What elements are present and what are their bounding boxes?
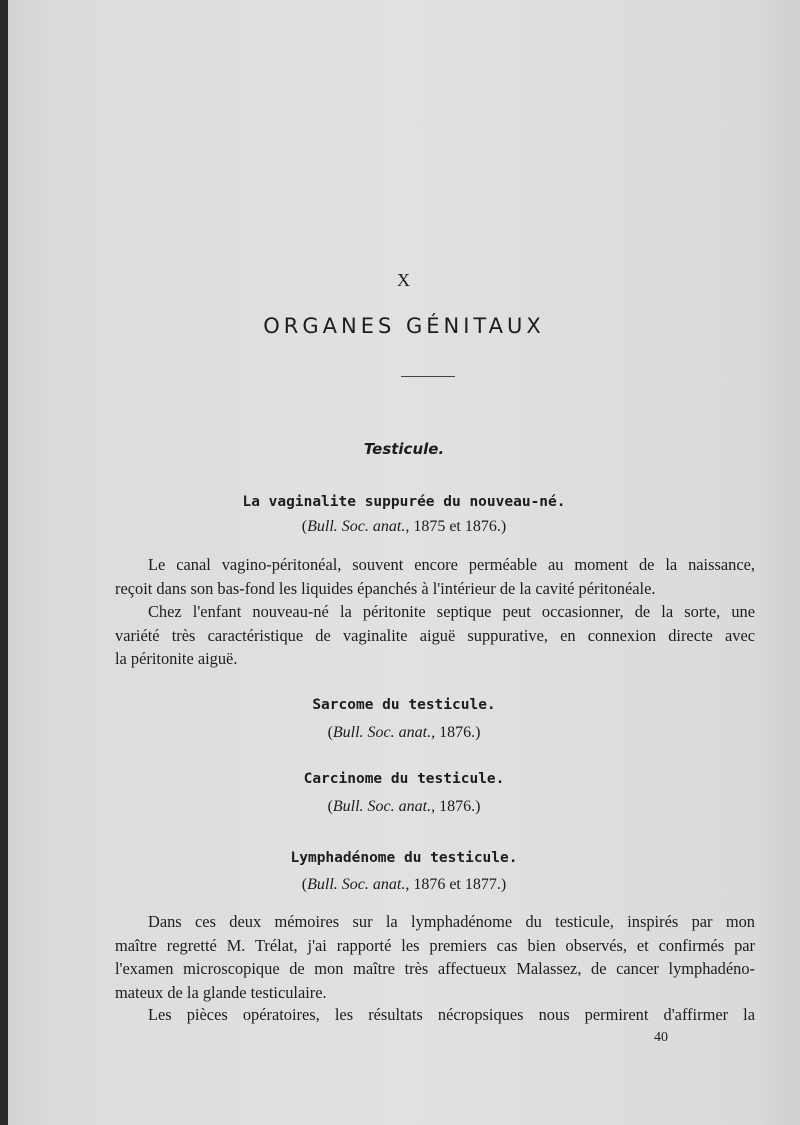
text-line: Chez l'enfant nouveau-né la péritonite septique peut occasionner, de la sorte, une <box>148 602 755 621</box>
text-line: mateux de la glande testiculaire. <box>115 982 327 1002</box>
entry-title-lymphadenome: Lymphadénome du testicule. <box>290 850 518 866</box>
entry-title-carcinome: Carcinome du testicule. <box>303 771 505 787</box>
paragraph-vaginalite-2 <box>115 600 755 671</box>
page-number: 40 <box>654 1030 668 1045</box>
document-page <box>8 0 800 1125</box>
chapter-number: X <box>397 270 411 290</box>
text-line: reçoit dans son bas-fond les liquides épanchés à l'intérieur de la cavité péritonéale. <box>115 578 656 598</box>
entry-reference-sarcome: (Bull. Soc. anat., 1876.) <box>327 724 481 741</box>
reference-journal: Bull. Soc. anat. <box>307 876 406 893</box>
paragraph-lymphadenome-1 <box>115 910 755 1004</box>
text-line: variété très caractéristique de vaginalite aiguë suppurative, en connexion directe avec <box>115 625 755 645</box>
reference-years: , 1876 et 1877. <box>405 876 501 893</box>
text-line: la péritonite aiguë. <box>115 649 238 668</box>
text-line: l'examen microscopique de mon maître très affectueux Malassez, de cancer lymphadéno- <box>115 959 755 978</box>
reference-journal: Bull. Soc. anat. <box>332 798 432 815</box>
text-line: maître regretté M. Trélat, j'ai rapporté les premiers cas bien observés, et confirmés par <box>115 935 755 955</box>
entry-title-vaginalite: La vaginalite suppurée du nouveau-né. <box>242 494 566 510</box>
reference-years: , 1875 et 1876. <box>405 518 501 535</box>
reference-years: , 1876. <box>431 724 476 741</box>
entry-reference-vaginalite: (Bull. Soc. anat., 1875 et 1876.) <box>301 518 507 535</box>
chapter-title: ORGANES GÉNITAUX <box>263 314 545 338</box>
text-line: Le canal vagino-péritonéal, souvent encore perméable au moment de la naissance, <box>148 555 755 574</box>
section-heading: Testicule. <box>363 440 445 458</box>
entry-reference-lymphadenome: (Bull. Soc. anat., 1876 et 1877.) <box>301 876 507 893</box>
reference-years: , 1876. <box>431 798 476 815</box>
text-line: Dans ces deux mémoires sur la lymphadénome du testicule, inspirés par mon <box>148 912 755 931</box>
entry-reference-carcinome: (Bull. Soc. anat., 1876.) <box>327 798 481 815</box>
entry-title-sarcome: Sarcome du testicule. <box>312 697 496 713</box>
text-line: Les pièces opératoires, les résultats nécropsiques nous permirent d'affirmer la <box>148 1005 755 1024</box>
paragraph-vaginalite-1 <box>115 553 755 600</box>
title-divider <box>401 376 455 377</box>
paragraph-lymphadenome-2 <box>115 1003 755 1027</box>
reference-journal: Bull. Soc. anat. <box>307 518 406 535</box>
reference-journal: Bull. Soc. anat. <box>332 724 432 741</box>
